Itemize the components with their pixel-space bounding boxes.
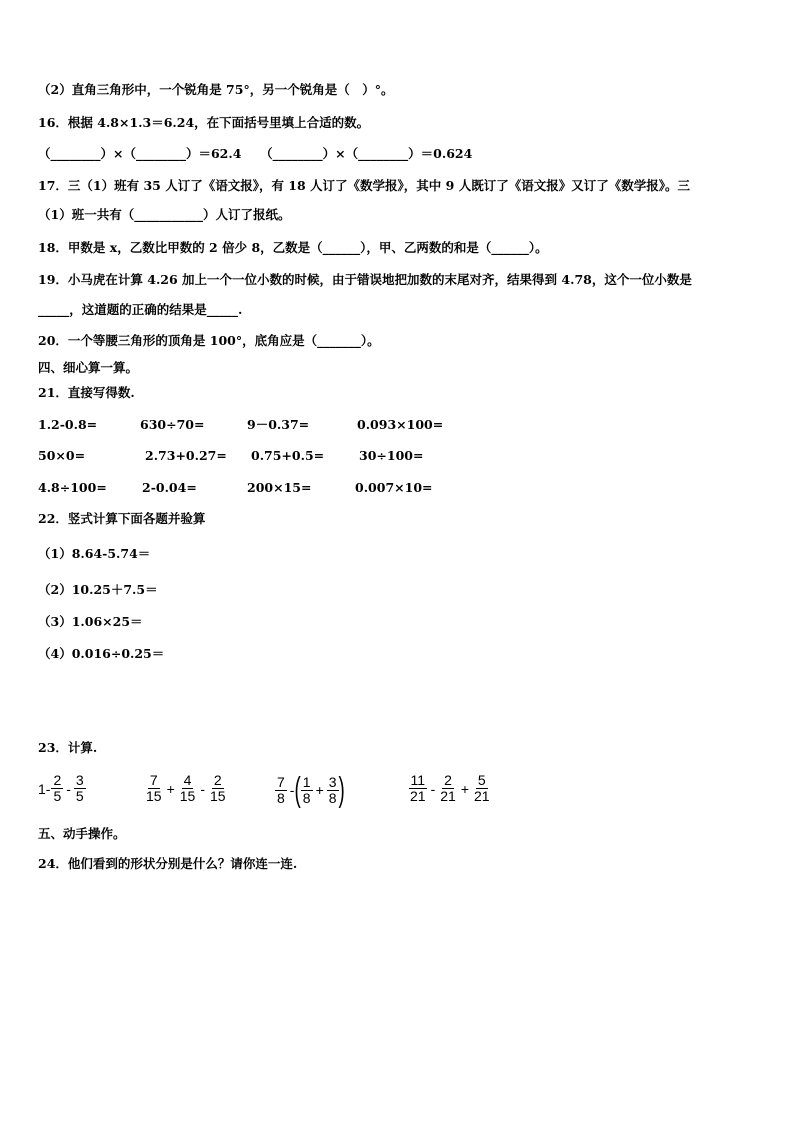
- question-23: 23．计算.: [38, 740, 98, 755]
- question-22-1: （1）8.64-5.74＝: [38, 546, 151, 561]
- fraction-expression-1: [38, 773, 87, 804]
- oral-item: 30÷100=: [359, 448, 424, 463]
- operator: -: [200, 780, 206, 797]
- question-16: 16．根据 4.8×1.3＝6.24，在下面括号里填上合适的数。: [38, 115, 370, 130]
- fraction-numerator: 1: [302, 773, 311, 790]
- fraction-denominator: 8: [277, 789, 285, 806]
- fraction-expression-2: [143, 773, 229, 804]
- fraction: [144, 773, 164, 804]
- oral-item: 1.2-0.8=: [38, 417, 98, 432]
- operator: +: [166, 780, 175, 797]
- fraction-denominator: 15: [146, 788, 162, 804]
- question-22: 22．竖式计算下面各题并验算: [38, 511, 206, 526]
- oral-item: 2.73+0.27=: [145, 448, 227, 463]
- fraction: [208, 773, 228, 804]
- fraction-denominator: 5: [75, 788, 84, 804]
- fraction-denominator: 8: [328, 789, 337, 806]
- question-22-3: （3）1.06×25＝: [38, 614, 143, 629]
- fraction-denominator: 21: [474, 788, 490, 804]
- question-22-4: （4）0.016÷0.25＝: [38, 646, 165, 661]
- fraction-numerator: 2: [444, 772, 452, 788]
- fraction-numerator: 3: [328, 773, 337, 790]
- fraction: [74, 773, 86, 804]
- question-18: 18．甲数是 x，乙数比甲数的 2 倍少 8，乙数是（______），甲、乙两数的和是（______）。: [38, 240, 548, 255]
- operator: -: [430, 780, 436, 797]
- question-16-blanks: （________）×（________）＝62.4 （________）×（________）＝0.624: [38, 146, 473, 161]
- expr-lead: 1-: [38, 780, 51, 797]
- operator: +: [315, 782, 324, 798]
- operator: +: [460, 780, 470, 797]
- oral-item: 0.007×10=: [355, 480, 433, 495]
- operator: -: [66, 780, 71, 797]
- question-17-line1: 17．三（1）班有 35 人订了《语文报》，有 18 人订了《数学报》，其中 9 人既订了《语文报》又订了《数学报》。三: [38, 178, 690, 193]
- fraction-denominator: 21: [440, 788, 456, 804]
- fraction-denominator: 15: [179, 788, 196, 804]
- question-21: 21．直接写得数.: [38, 385, 135, 400]
- oral-item: 4.8÷100=: [38, 480, 107, 495]
- question-24: 24．他们看到的形状分别是什么？请你连一连.: [38, 856, 298, 871]
- section-5-heading: 五、动手操作。: [38, 826, 126, 841]
- fraction: [275, 775, 287, 806]
- fraction: [472, 773, 492, 804]
- fraction: [408, 773, 428, 804]
- oral-item: 200×15=: [247, 480, 312, 495]
- fraction-numerator: 2: [213, 772, 222, 788]
- oral-item: 0.75+0.5=: [251, 448, 325, 463]
- fraction-denominator: 8: [302, 789, 311, 806]
- oral-item: 9－0.37=: [247, 417, 310, 432]
- question-22-2: （2）10.25＋7.5＝: [38, 582, 158, 597]
- fraction: [301, 775, 313, 806]
- fraction-denominator: 21: [410, 788, 426, 804]
- oral-item: 630÷70=: [140, 417, 205, 432]
- right-paren: ): [338, 771, 345, 809]
- fraction-numerator: 7: [149, 772, 158, 788]
- fraction-numerator: 2: [53, 772, 62, 788]
- oral-item: 0.093×100=: [357, 417, 444, 432]
- question-17-line2: （1）班一共有（___________）人订了报纸。: [38, 207, 291, 222]
- fraction-numerator: 4: [183, 772, 192, 788]
- question-15-2: （2）直角三角形中，一个锐角是 75°，另一个锐角是（ ）°。: [38, 82, 394, 97]
- question-20: 20．一个等腰三角形的顶角是 100°，底角应是（_______）。: [38, 333, 380, 348]
- fraction: [51, 773, 63, 804]
- fraction: [178, 773, 198, 804]
- fraction-denominator: 15: [210, 788, 226, 804]
- fraction-numerator: 11: [410, 772, 426, 788]
- oral-item: 50×0=: [38, 448, 86, 463]
- oral-item: 2-0.04=: [142, 480, 197, 495]
- fraction-expression-4: [407, 773, 493, 804]
- fraction-numerator: 3: [75, 772, 84, 788]
- operator: -: [289, 782, 295, 798]
- fraction-expression-3: [274, 773, 343, 807]
- fraction: [327, 775, 339, 806]
- fraction-numerator: 7: [277, 773, 285, 790]
- fraction-numerator: 5: [477, 772, 486, 788]
- fraction: [438, 773, 458, 804]
- question-19-line2: _____，这道题的正确的结果是_____.: [38, 302, 243, 317]
- question-19-line1: 19．小马虎在计算 4.26 加上一个一位小数的时候，由于错误地把加数的末尾对齐，结果得到 4.78，这个一位小数是: [38, 272, 692, 287]
- section-4-heading: 四、细心算一算。: [38, 360, 139, 375]
- left-paren: (: [295, 771, 302, 809]
- fraction-denominator: 5: [53, 788, 62, 804]
